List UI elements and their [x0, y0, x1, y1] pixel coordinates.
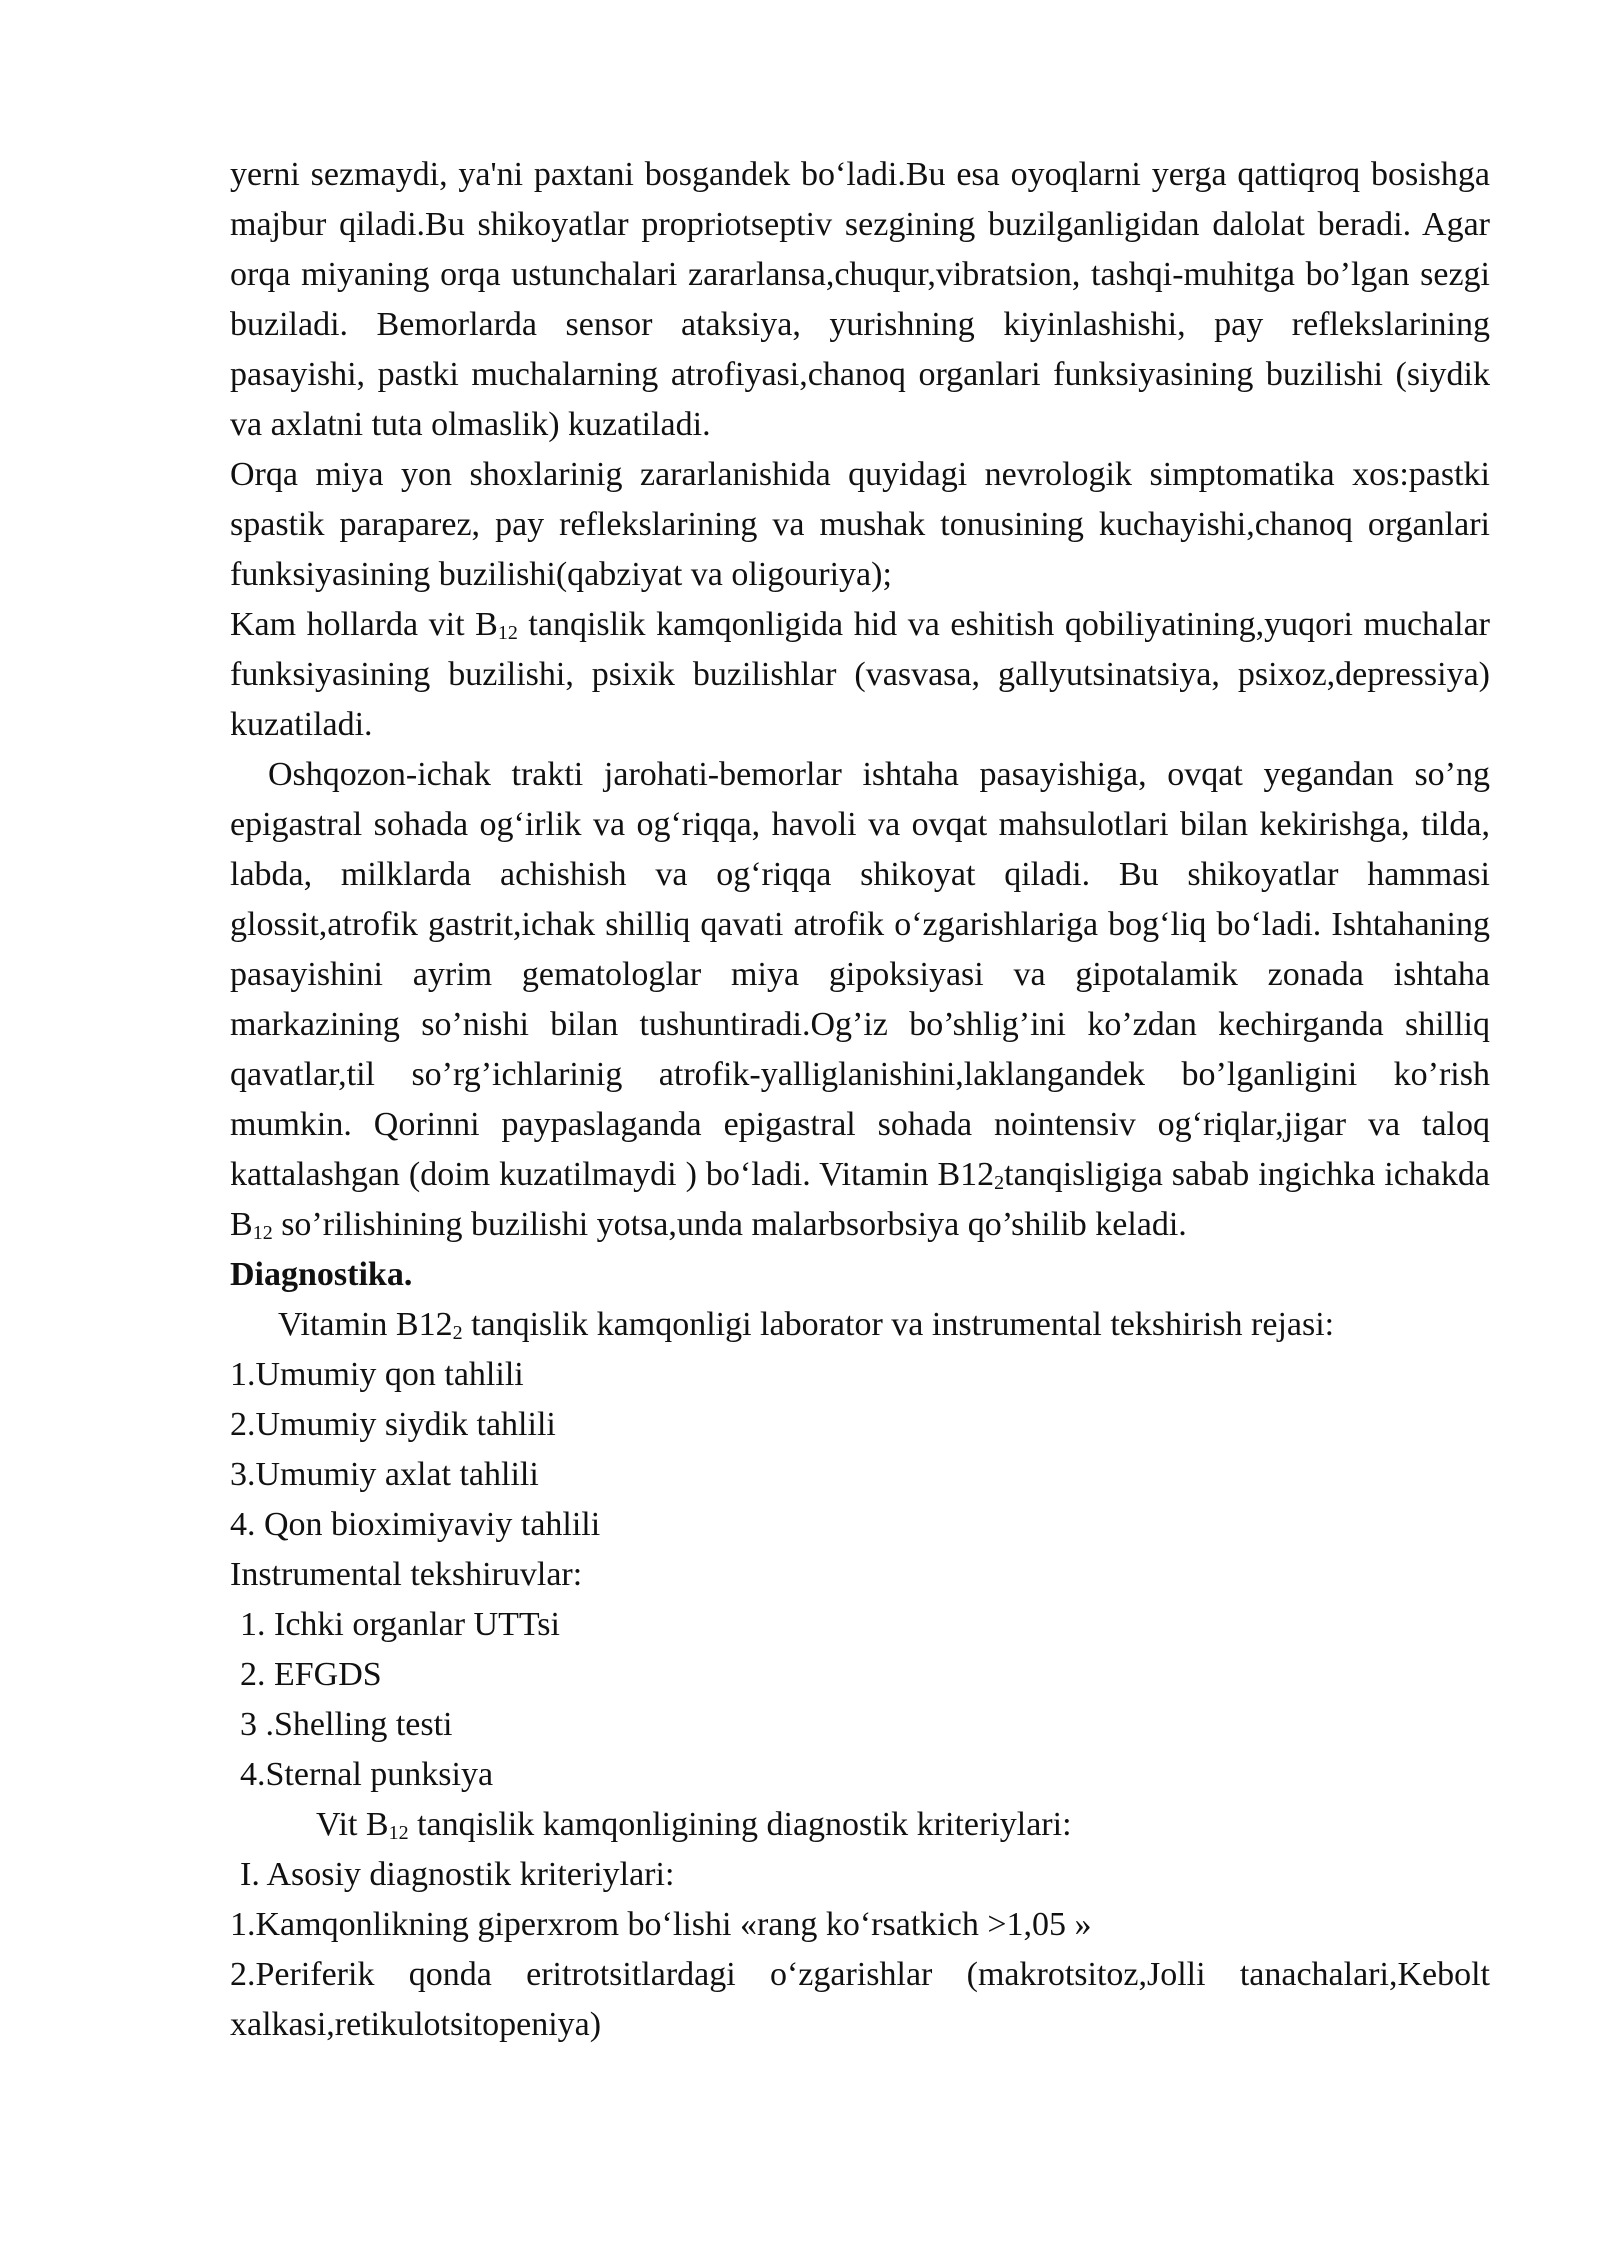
- text-segment: so’rilishining buzilishi yotsa,unda malarbsorbsiya qo’shilib keladi.: [272, 1206, 1187, 1243]
- lab-list-item: 4. Qon bioximiyaviy tahlili: [230, 1506, 601, 1543]
- main-criteria-title: I. Asosiy diagnostik kriteriylari:: [240, 1856, 675, 1893]
- subscript: 2: [994, 1172, 1005, 1194]
- instrumental-list-item: 1. Ichki organlar UTTsi: [240, 1606, 560, 1643]
- instrumental-title: Instrumental tekshiruvlar:: [230, 1556, 583, 1593]
- paragraph-sensory-symptoms: yerni sezmaydi, ya'ni paxtani bosgandek bo‘ladi.Bu esa oyoqlarni yerga qattiqroq bosishga majbur qiladi.Bu shikoyatlar propriotseptiv sezgining buzilganligidan dalolat beradi. Agar orqa miyaning orqa ustunchalari zararlansa,chuqur,vibratsion, tashqi-muhitga bo’lgan sezgi buziladi. Bemorlarda sensor ataksiya, yurishning kiyinlashishi, pay reflekslarining pasayishi, pastki muchalarning atrofiyasi,chanoq organlari funksiyasining buzilishi (siydik va axlatni tuta olmaslik) kuzatiladi.: [230, 156, 1490, 443]
- subscript: 12: [252, 1222, 273, 1244]
- subscript: 12: [388, 1822, 409, 1844]
- text-segment: Oshqozon-ichak trakti jarohati-bemorlar ishtaha pasayishiga, ovqat yegandan so’ng epigastral sohada og‘irlik va og‘riqqa, havoli va ovqat mahsulotlari bilan kekirishga, tilda, labda, milklarda achishish va og‘riqqa shikoyat qiladi. Bu shikoyatlar hammasi glossit,atrofik gastrit,ichak shilliq qavati atrofik o‘zgarishlariga bog‘liq bo‘ladi. Ishtahaning pasayishini ayrim gematologlar miya gipoksiyasi va gipotalamik zonada ishtaha markazining so’nishi bilan tushuntiradi.Og’iz bo’shlig’ini ko’zdan kechirganda shilliq qavatlar,til so’rg’ichlarinig atrofik-yalliglanishini,laklangandek bo’lganligini ko’rish mumkin. Qorinni paypaslaganda epigastral sohada nointensiv og‘riqlar,jigar va taloq kattalashgan (doim kuzatilmaydi ) bo‘ladi. Vitamin B12: [230, 756, 1490, 1193]
- instrumental-list-item: 2. EFGDS: [240, 1656, 382, 1693]
- lab-list-item: 3.Umumiy axlat tahlili: [230, 1456, 539, 1493]
- text-segment: Vitamin B12: [278, 1306, 453, 1343]
- text-segment: tanqislik kamqonligining diagnostik kriteriylari:: [408, 1806, 1072, 1843]
- lab-list-item: 1.Umumiy qon tahlili: [230, 1356, 524, 1393]
- criteria-list-item: 1.Kamqonlikning giperxrom bo‘lishi «rang ko‘rsatkich >1,05 »: [230, 1906, 1092, 1943]
- instrumental-list-item: 3 .Shelling testi: [240, 1706, 453, 1743]
- instrumental-list-item: 4.Sternal punksiya: [240, 1756, 494, 1793]
- text-segment: tanqislik kamqonligi laborator va instrumental tekshirish rejasi:: [462, 1306, 1335, 1343]
- subscript: 2: [452, 1322, 463, 1344]
- examination-plan-line: [230, 1300, 1490, 1350]
- paragraph-gastrointestinal: [230, 750, 1490, 1250]
- lab-list-item: 2.Umumiy siydik tahlili: [230, 1406, 556, 1443]
- paragraph-rare-symptoms: [230, 600, 1490, 750]
- criteria-list-item: 2.Periferik qonda eritrotsitlardagi o‘zgarishlar (makrotsitoz,Jolli tanachalari,Kebolt xalkasi,retikulotsitopeniya): [230, 1956, 1490, 2043]
- subscript: 12: [497, 622, 518, 644]
- text-segment: tanqisligiga sabab ingichka ichakda B: [230, 1156, 1490, 1243]
- text-segment: Vit B: [316, 1806, 389, 1843]
- text-segment: tanqislik kamqonligida hid va eshitish qobiliyatining,yuqori muchalar funksiyasining buzilishi, psixik buzilishlar (vasvasa, gallyutsinatsiya, psixoz,depressiya) kuzatiladi.: [230, 606, 1491, 743]
- section-heading-diagnostika: Diagnostika.: [230, 1256, 413, 1293]
- document-page: [230, 150, 1490, 2050]
- text-segment: Kam hollarda vit B: [230, 606, 498, 643]
- criteria-title: [230, 1800, 1490, 1850]
- paragraph-lateral-horns: Orqa miya yon shoxlarinig zararlanishida quyidagi nevrologik simptomatika xos:pastki spastik paraparez, pay reflekslarining va mushak tonusining kuchayishi,chanoq organlari funksiyasining buzilishi(qabziyat va oligouriya);: [230, 456, 1490, 593]
